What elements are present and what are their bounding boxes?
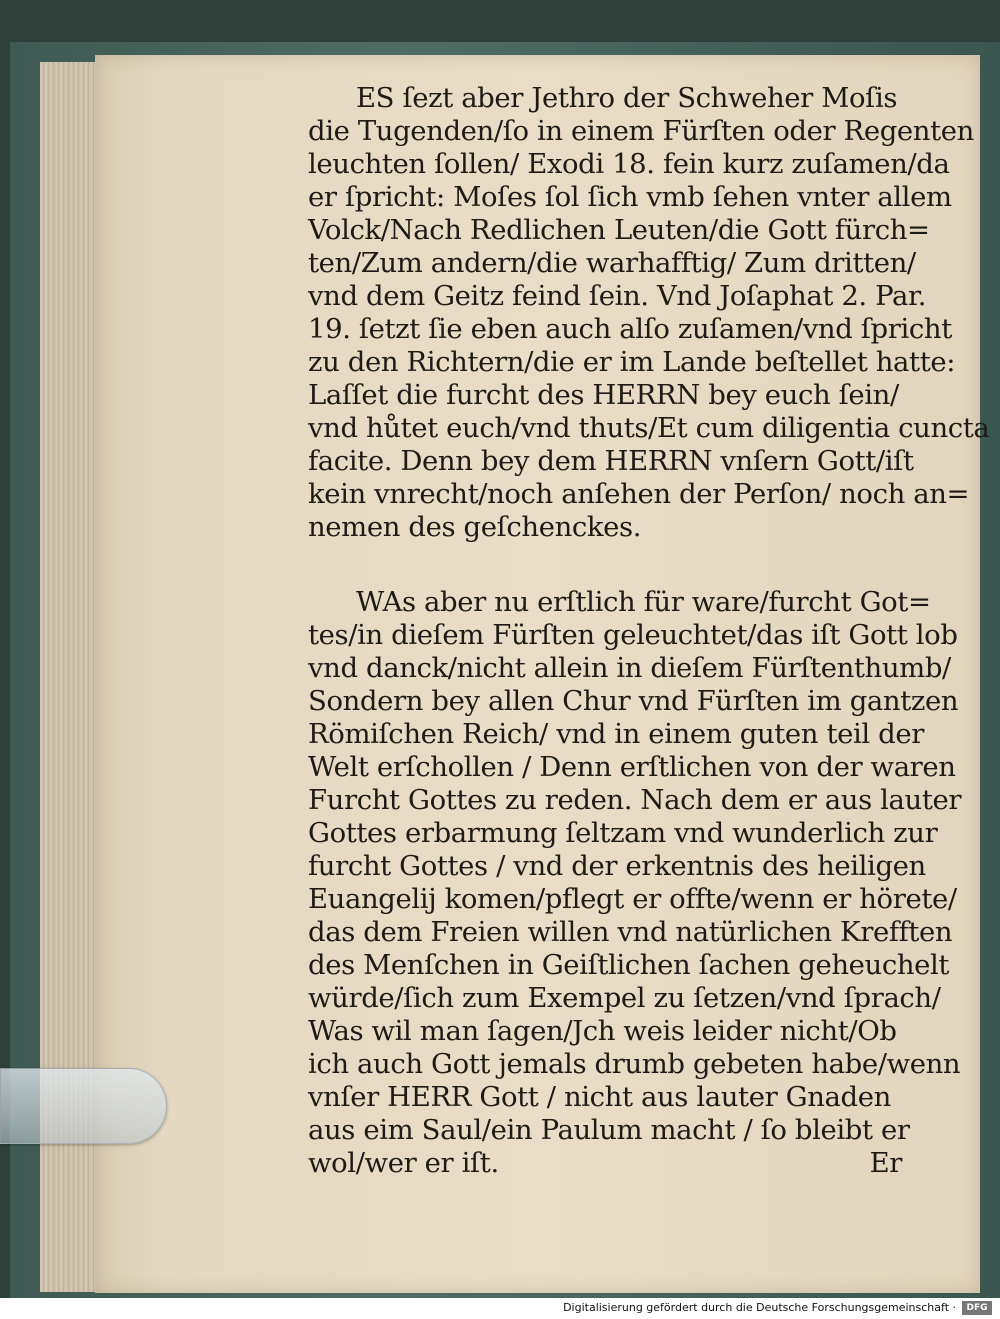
- text-line: Was wil man ſagen/Jch weis leider nicht/Ob: [308, 1015, 897, 1047]
- text-line: nemen des geſchenckes.: [308, 511, 642, 543]
- text-line: aus eim Saul/ein Paulum macht / ſo bleibt er: [308, 1114, 910, 1146]
- text-line: würde/ſich zum Exempel zu ſetzen/vnd ſprach/: [308, 982, 941, 1014]
- text-line: WAs aber nu erſtlich für ware/furcht Got=: [356, 586, 931, 618]
- text-line: Volck/Nach Redlichen Leuten/die Gott fürch=: [308, 214, 930, 246]
- last-line: wol/wer er iſt.: [308, 1147, 499, 1179]
- text-line: ich auch Gott jemals drumb gebeten habe/wenn: [308, 1048, 961, 1080]
- text-line: Euangelij komen/pflegt er offte/wenn er hörete/: [308, 883, 957, 915]
- footer-bar: [0, 1298, 1000, 1319]
- text-line: kein vnrecht/noch anſehen der Perſon/ noch an=: [308, 478, 970, 510]
- text-line: leuchten ſollen/ Exodi 18. fein kurz zuſamen/da: [308, 148, 950, 180]
- text-line: Welt erſchollen / Denn erſtlichen von der waren: [308, 751, 956, 783]
- text-line: Gottes erbarmung ſeltzam vnd wunderlich zur: [308, 817, 938, 849]
- catchword: Er: [869, 1147, 902, 1179]
- funding-credit: Digitalisierung gefördert durch die Deutsche Forschungsgemeinschaft ·: [563, 1301, 956, 1314]
- dfg-logo: DFG: [962, 1301, 992, 1315]
- text-line: vnſer HERR Gott / nicht aus lauter Gnaden: [308, 1081, 891, 1113]
- text-line: vnd danck/nicht allein in dieſem Fürſtenthumb/: [308, 652, 951, 684]
- text-line: facite. Denn bey dem HERRN vnſern Gott/iſt: [308, 445, 914, 477]
- text-line: er ſpricht: Moſes ſol ſich vmb ſehen vnter allem: [308, 181, 952, 213]
- text-line: Laſſet die furcht des HERRN bey euch ſein/: [308, 379, 899, 411]
- paragraph-2: [308, 586, 962, 1147]
- text-line: vnd hůtet euch/vnd thuts/Et cum diligentia cuncta: [308, 412, 990, 444]
- page-text: [308, 82, 990, 1180]
- paragraph-1: [308, 82, 990, 544]
- text-line: tes/in dieſem Fürſten geleuchtet/das iſt Gott lob: [308, 619, 958, 651]
- text-line: Römiſchen Reich/ vnd in einem guten teil der: [308, 718, 924, 750]
- text-line: 19. ſetzt ſie eben auch alſo zuſamen/vnd ſpricht: [308, 313, 952, 345]
- page-holder-strip: [0, 1068, 167, 1144]
- text-line: vnd dem Geitz feind ſein. Vnd Joſaphat 2. Par.: [308, 280, 927, 312]
- text-line: furcht Gottes / vnd der erkentnis des heiligen: [308, 850, 926, 882]
- text-line: ten/Zum andern/die warhafftig/ Zum dritten/: [308, 247, 916, 279]
- text-line: die Tugenden/ſo in einem Fürſten oder Regenten: [308, 115, 974, 147]
- last-line-row: [308, 1147, 908, 1180]
- text-line: Furcht Gottes zu reden. Nach dem er aus lauter: [308, 784, 962, 816]
- text-line: das dem Freien willen vnd natürlichen Krefften: [308, 916, 953, 948]
- paragraph-gap: [308, 544, 908, 586]
- text-line: zu den Richtern/die er im Lande beſtellet hatte:: [308, 346, 956, 378]
- text-line: ES ſezt aber Jethro der Schweher Moſis: [356, 82, 898, 114]
- text-line: Sondern bey allen Chur vnd Fürſten im gantzen: [308, 685, 959, 717]
- text-line: des Menſchen in Geiſtlichen ſachen geheuchelt: [308, 949, 950, 981]
